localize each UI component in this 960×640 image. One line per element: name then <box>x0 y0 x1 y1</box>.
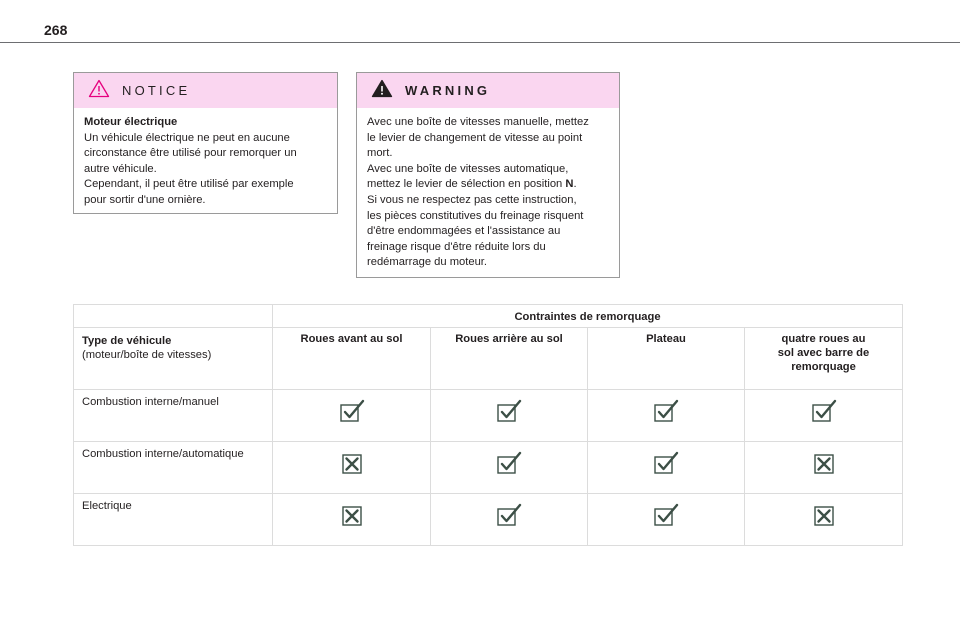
warning-line: freinage risque d'être réduite lors du <box>367 240 546 253</box>
warning-triangle-outline-icon <box>88 79 110 103</box>
mark-cell <box>431 494 588 546</box>
warning-line: le levier de changement de vitesse au point <box>367 131 583 144</box>
notice-box <box>73 72 338 214</box>
warning-body <box>357 108 619 271</box>
cross-forbidden-icon <box>339 451 365 475</box>
warning-line: mort. <box>367 147 393 160</box>
mark-cell <box>273 390 431 442</box>
row-label: Combustion interne/manuel <box>74 390 273 442</box>
mark-cell <box>588 442 745 494</box>
warning-line: Si vous ne respectez pas cette instruction, <box>367 193 577 206</box>
checkmark-allowed-icon <box>339 399 365 423</box>
warning-line: Avec une boîte de vitesses automatique, <box>367 162 569 175</box>
mark-cell <box>431 390 588 442</box>
checkmark-allowed-icon <box>496 399 522 423</box>
notice-line: Un véhicule électrique ne peut en aucune <box>84 131 290 144</box>
notice-title: NOTICE <box>122 83 191 98</box>
warning-line: Avec une boîte de vitesses manuelle, mettez <box>367 116 589 128</box>
mark-cell <box>745 442 903 494</box>
mark-cell <box>745 494 903 546</box>
table-row <box>74 390 903 442</box>
cross-forbidden-icon <box>811 503 837 527</box>
mark-cell <box>273 494 431 546</box>
warning-line: d'être endommagées et l'assistance au <box>367 225 561 238</box>
column-header-rear-wheels <box>431 328 588 390</box>
checkmark-allowed-icon <box>653 503 679 527</box>
checkmark-allowed-icon <box>811 399 837 423</box>
warning-title: WARNING <box>405 83 491 98</box>
header-divider <box>0 42 960 43</box>
column-header-four-wheels-tow-bar <box>745 328 903 390</box>
group-header: Contraintes de remorquage <box>273 305 903 328</box>
notice-line: circonstance être utilisé pour remorquer un <box>84 147 297 160</box>
mark-cell <box>588 390 745 442</box>
mark-cell <box>745 390 903 442</box>
column-header-line: Plateau <box>646 333 686 345</box>
warning-triangle-filled-icon <box>371 79 393 103</box>
vehicle-type-subtitle: (moteur/boîte de vitesses) <box>82 349 212 361</box>
warning-line <box>367 177 609 193</box>
checkmark-allowed-icon <box>653 451 679 475</box>
column-header-line: quatre roues au <box>781 333 866 345</box>
checkmark-allowed-icon <box>653 399 679 423</box>
towing-constraints-table <box>73 304 903 546</box>
mark-cell <box>273 442 431 494</box>
table-corner-cell <box>74 305 273 328</box>
notice-header <box>74 73 337 108</box>
gear-position-n: N <box>565 178 574 191</box>
warning-text: mettez le levier de sélection en position <box>367 178 566 191</box>
row-label: Combustion interne/automatique <box>74 442 273 494</box>
warning-header <box>357 73 619 108</box>
warning-box <box>356 72 620 278</box>
column-header-line: Roues avant au sol <box>300 333 403 345</box>
table-row <box>74 442 903 494</box>
row-label: Electrique <box>74 494 273 546</box>
cross-forbidden-icon <box>811 451 837 475</box>
column-header-line: Roues arrière au sol <box>455 333 563 345</box>
notice-line: pour sortir d'une ornière. <box>84 193 206 206</box>
checkmark-allowed-icon <box>496 503 522 527</box>
warning-text: . <box>573 178 577 191</box>
notice-body <box>74 108 337 209</box>
notice-line: autre véhicule. <box>84 162 157 175</box>
notice-subtitle: Moteur électrique <box>84 116 178 128</box>
column-header-line: remorquage <box>791 361 856 373</box>
vehicle-type-title: Type de véhicule <box>82 335 172 347</box>
mark-cell <box>588 494 745 546</box>
warning-line: les pièces constitutives du freinage risquent <box>367 209 584 222</box>
column-header-flatbed <box>588 328 745 390</box>
cross-forbidden-icon <box>339 503 365 527</box>
column-header-front-wheels <box>273 328 431 390</box>
mark-cell <box>431 442 588 494</box>
page-number: 268 <box>44 22 68 38</box>
warning-line: redémarrage du moteur. <box>367 256 488 269</box>
vehicle-type-header <box>74 328 273 390</box>
table-row <box>74 494 903 546</box>
checkmark-allowed-icon <box>496 451 522 475</box>
notice-line: Cependant, il peut être utilisé par exemple <box>84 178 294 191</box>
column-header-line: sol avec barre de <box>777 347 870 359</box>
